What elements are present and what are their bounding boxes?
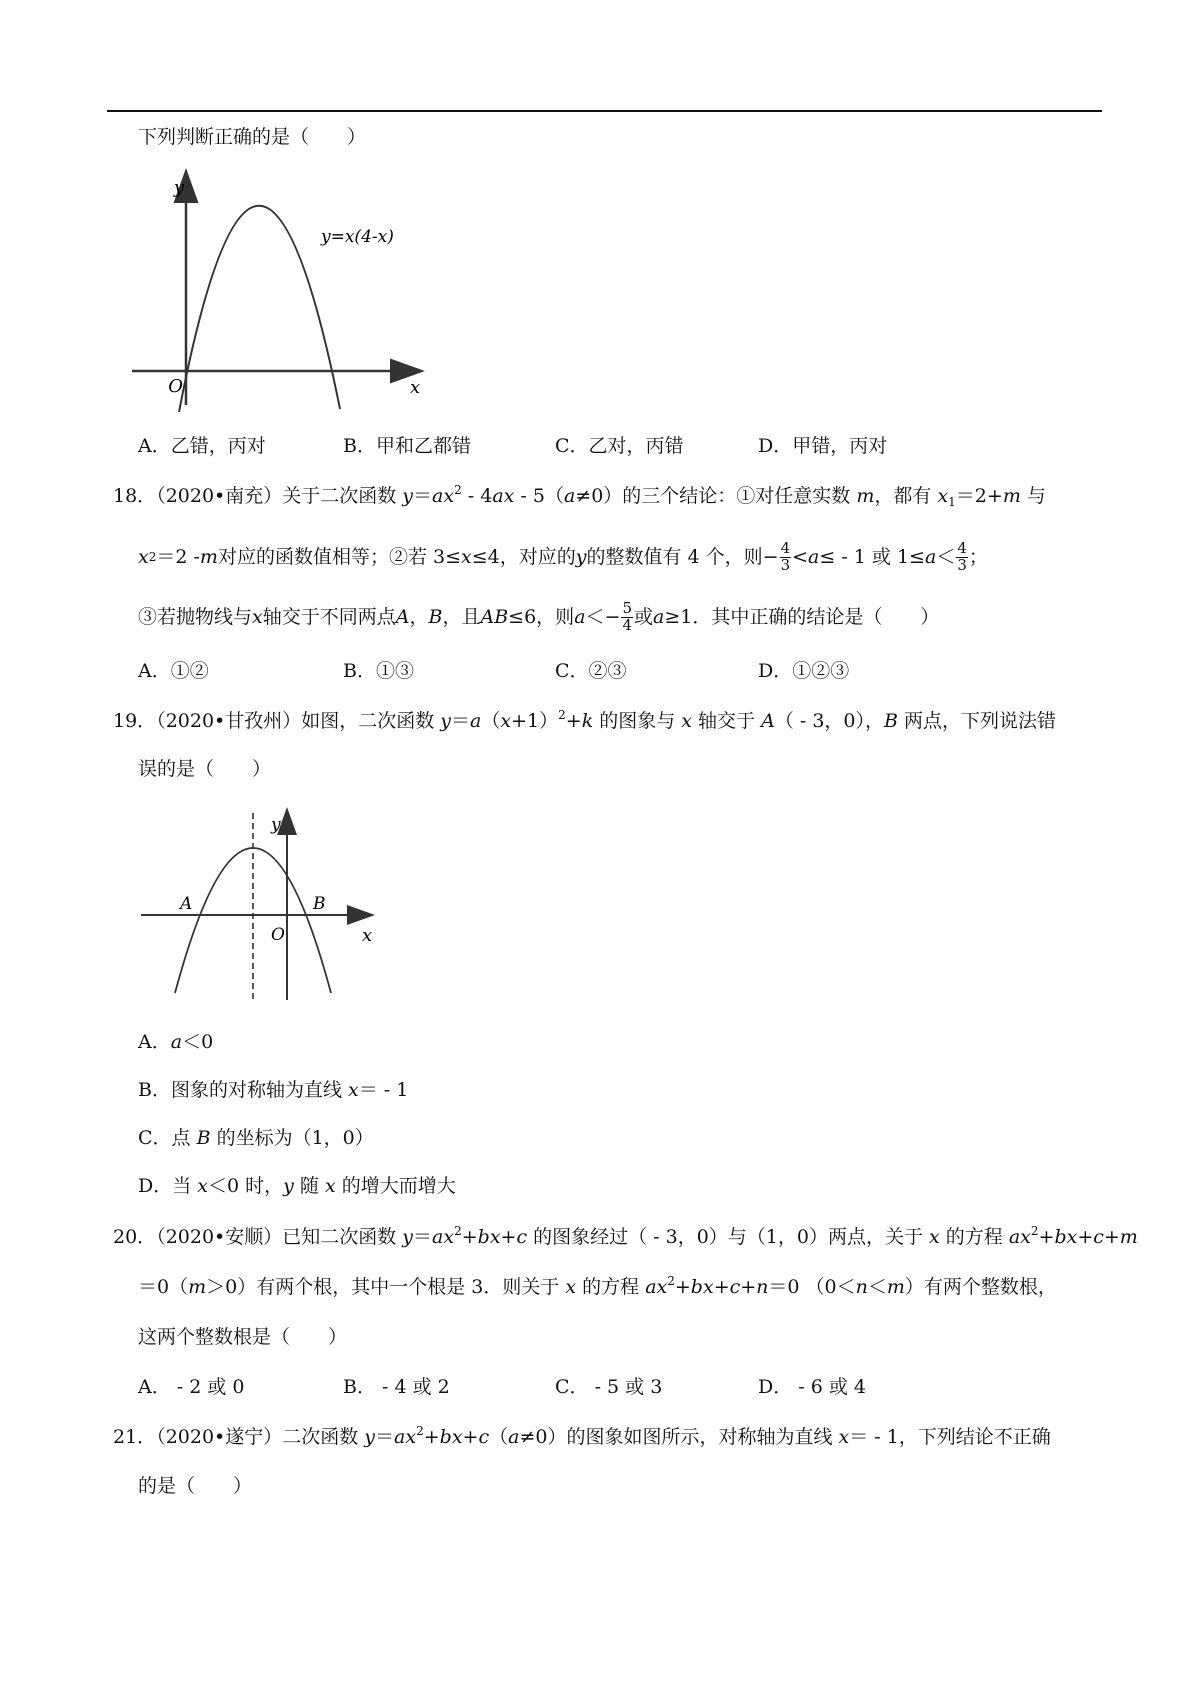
q17-option-b: B．甲和乙都错: [343, 435, 471, 457]
q19-var: x: [348, 1079, 359, 1101]
figure-parabola-x4-x: [120, 165, 440, 415]
q18-text: ③若抛物线与: [138, 605, 253, 628]
q18-text: 与: [1020, 485, 1046, 507]
q20-text: ＞0）有两个根，其中一个根是 3．则关于: [206, 1276, 566, 1298]
q20-stem-line1: [113, 1224, 1138, 1248]
q18-text: ，: [409, 605, 429, 628]
q18-stem-line3: [138, 601, 939, 634]
point-a-label: A: [180, 894, 193, 914]
q19-text: +1）: [511, 710, 559, 732]
q19-text: （ - 3，0），: [774, 710, 885, 732]
q18-var: m: [1002, 485, 1021, 507]
q21-text: ＝ - 1，下列结论不正确: [849, 1426, 1051, 1448]
q20-var: ax: [432, 1226, 455, 1248]
q19-option-text: B．图象的对称轴为直线: [138, 1079, 349, 1101]
q19-text: +: [565, 710, 582, 732]
q19-option-text: 随: [293, 1175, 325, 1197]
q19-option-text: D．当: [138, 1175, 198, 1197]
q17-option-a: A．乙错，丙对: [138, 435, 266, 457]
q18-var: x: [252, 605, 263, 628]
q18-var: y: [575, 545, 587, 568]
q19-text: 如图，二次函数: [301, 710, 441, 732]
q21-source: （2020•遂宁）: [156, 1426, 283, 1448]
q20-sup: 2: [1030, 1224, 1039, 1238]
q20-var: m: [188, 1276, 207, 1298]
q19-var: y: [283, 1175, 294, 1197]
q20-sup: 2: [454, 1224, 462, 1238]
fraction-4-3: [780, 541, 792, 574]
q18-var: x: [937, 485, 949, 507]
q20-var: m: [886, 1276, 905, 1298]
fraction-num: 5: [622, 599, 632, 617]
q19-option-text: ＜0: [182, 1031, 214, 1053]
q19-option-text: C．点: [138, 1127, 197, 1149]
q19-number: 19．: [113, 710, 157, 732]
q21-var: a: [508, 1426, 520, 1448]
q18-option-b: B．①③: [343, 660, 414, 682]
q20-option-c: C． - 5 或 3: [555, 1376, 663, 1398]
q20-text: ＝0 （0＜: [768, 1276, 856, 1298]
q18-var: B: [428, 605, 443, 628]
fraction-5-4: [621, 601, 633, 634]
q19-text: （: [481, 710, 501, 732]
q19-option-text: ＜0 时，: [208, 1175, 284, 1197]
q19-text: 两点，下列说法错: [898, 710, 1057, 732]
fraction-den: 3: [780, 555, 791, 574]
q20-stem-line3: 这两个整数根是（ ）: [138, 1326, 348, 1348]
q19-option-text: 的增大而增大: [335, 1175, 456, 1197]
q18-var: y: [402, 485, 414, 507]
x-axis-label: x: [410, 377, 421, 398]
q18-text: ＝: [413, 485, 433, 507]
q20-text: ）有两个整数根，: [904, 1276, 1057, 1298]
q18-text: 轴交于不同两点: [262, 605, 396, 628]
fraction-den: 3: [957, 555, 967, 574]
q21-number: 21．: [113, 1426, 157, 1448]
q20-text: ＝: [413, 1226, 433, 1248]
q18-sup: 2: [454, 483, 462, 497]
q20-option-d: D． - 6 或 4: [758, 1376, 866, 1398]
fraction-num: 4: [780, 539, 791, 557]
header-rule: [107, 110, 1102, 112]
q18-option-c: C．②③: [555, 660, 627, 682]
q18-var: a: [574, 605, 586, 628]
fraction-num: 4: [957, 539, 967, 557]
q18-number: 18．: [113, 485, 157, 507]
q18-text: - 4: [461, 485, 493, 507]
q20-option-b: B． - 4 或 2: [343, 1376, 450, 1398]
q19-option-text: ＝ - 1: [358, 1079, 409, 1101]
q18-text: ≥1．其中正确的结论是（ ）: [664, 605, 940, 628]
q21-text: （: [489, 1426, 509, 1448]
q21-var: ax: [394, 1426, 417, 1448]
q19-option-text: A．: [138, 1031, 171, 1053]
q18-stem-line1: [113, 483, 1046, 509]
q18-text: ＜−: [585, 605, 621, 628]
q20-text: 已知二次函数: [282, 1226, 403, 1248]
q20-var: x: [565, 1276, 577, 1298]
q18-text: ≤6，则: [508, 605, 575, 628]
q18-var: ax: [492, 485, 515, 507]
q19-var: a: [470, 710, 482, 732]
q18-text: ；: [968, 545, 988, 568]
q20-sup: 2: [667, 1274, 675, 1288]
q19-var: B: [196, 1127, 211, 1149]
q19-sup: 2: [558, 708, 566, 722]
q17-option-d: D．甲错，丙对: [758, 435, 888, 457]
q19-option-b: [138, 1081, 408, 1100]
question-prompt: 下列判断正确的是（ ）: [138, 126, 367, 148]
q18-var: a: [808, 545, 820, 568]
q19-option-d: [138, 1177, 456, 1196]
y-axis-label: y: [271, 815, 281, 835]
figure-parabola-q19: [135, 805, 380, 1003]
q21-var: y: [364, 1426, 376, 1448]
q20-var: ax: [1008, 1226, 1031, 1248]
q21-var: x: [838, 1426, 850, 1448]
q21-stem-line2: 的是（ ）: [138, 1475, 253, 1497]
origin-label: O: [168, 376, 183, 397]
q21-stem-line1: [113, 1424, 1051, 1448]
q20-var: +bx+c+m: [1038, 1226, 1138, 1248]
q20-var: ax: [645, 1276, 668, 1298]
q20-number: 20．: [113, 1226, 157, 1248]
q20-text: 的方程: [576, 1276, 646, 1298]
q19-stem-line2: 误的是（ ）: [138, 758, 272, 780]
fraction-4-3: [956, 541, 968, 574]
q18-text: - 5（: [514, 485, 564, 507]
point-b-label: B: [313, 894, 326, 914]
q19-text: 轴交于: [692, 710, 762, 732]
q20-var: +bx+c+n: [674, 1276, 769, 1298]
q19-text: 的图象与: [593, 710, 682, 732]
q18-var: a: [653, 605, 665, 628]
y-axis-label: y: [173, 177, 184, 198]
origin-label: O: [271, 925, 285, 945]
q20-var: y: [402, 1226, 414, 1248]
q19-var: x: [197, 1175, 208, 1197]
q19-option-a: [138, 1033, 213, 1052]
q18-sub: 1: [948, 495, 956, 509]
q18-stem-line2: x 2 ＝2 - m 对应的函数值相等；②若 3≤ x ≤4，对应的 y 的整数值有 4 个，则− $\frac{4}{3}$ < a ≤ - 1 或 1≤ a ＜ $\frac{4}{3}$ ；: [138, 539, 988, 574]
q19-option-text: 的坐标为（1，0）: [210, 1127, 374, 1149]
q20-source: （2020•安顺）: [156, 1226, 283, 1248]
q18-text: ＝2+: [955, 485, 1003, 507]
q20-stem-line2: [138, 1274, 1057, 1298]
q21-text: 二次函数: [282, 1426, 365, 1448]
q19-text: ＝: [451, 710, 471, 732]
q18-text: 或: [633, 605, 653, 628]
q21-text: ＝: [375, 1426, 395, 1448]
fraction-den: 4: [622, 615, 632, 634]
parabola-curve: [179, 206, 340, 412]
q18-source: （2020•南充）: [156, 485, 283, 507]
q19-var: x: [681, 710, 693, 732]
q18-var: a: [563, 485, 576, 507]
q18-text: ≤ - 1 或 1≤: [819, 545, 925, 568]
q20-text: 的方程: [939, 1226, 1009, 1248]
q18-var: a: [924, 545, 937, 568]
q18-text: 关于二次函数: [282, 485, 403, 507]
parabola-curve: [175, 848, 331, 993]
q20-text: 的图象经过（ - 3，0）与（1，0）两点，关于: [527, 1226, 930, 1248]
q18-var: m: [199, 545, 218, 568]
q19-var: A: [761, 710, 775, 732]
q21-sup: 2: [416, 1424, 424, 1438]
q19-var: B: [884, 710, 898, 732]
q18-option-a: A．①②: [138, 660, 209, 682]
q18-text: ，且: [442, 605, 481, 628]
q18-text: ≠0）的三个结论：①对任意实数: [575, 485, 857, 507]
q18-var: x: [461, 545, 472, 568]
q18-var: ax: [432, 485, 455, 507]
q21-text: ≠0）的图象如图所示，对称轴为直线: [519, 1426, 839, 1448]
q19-var: x: [324, 1175, 336, 1197]
q20-option-a: A． - 2 或 0: [138, 1376, 245, 1398]
q18-var: A: [395, 605, 410, 628]
q18-var: m: [856, 485, 875, 507]
q18-text: ≤4，对应的: [471, 545, 576, 568]
q18-text: ＜: [936, 545, 956, 568]
q19-option-c: [138, 1129, 374, 1148]
q20-text: ＜: [867, 1276, 887, 1298]
q19-var: x: [500, 710, 512, 732]
q18-text: 的整数值有 4 个，则−: [586, 545, 779, 568]
q20-var: n: [855, 1276, 868, 1298]
q18-text: ＝2 -: [156, 545, 200, 568]
q19-stem-line1: [113, 708, 1057, 732]
q18-text: <: [792, 545, 809, 568]
q20-var: +bx+c: [461, 1226, 528, 1248]
q18-option-d: D．①②③: [758, 660, 850, 682]
q18-var: x: [138, 545, 149, 568]
q21-var: +bx+c: [423, 1426, 490, 1448]
q19-var: k: [581, 710, 594, 732]
q20-text: ＝0（: [138, 1276, 189, 1298]
q20-var: x: [929, 1226, 940, 1248]
q18-text: ，都有: [874, 485, 938, 507]
q17-option-c: C．乙对，丙错: [555, 435, 684, 457]
q19-var: a: [170, 1031, 183, 1053]
q19-var: y: [440, 710, 452, 732]
x-axis-label: x: [362, 925, 373, 946]
q18-text: 对应的函数值相等；②若 3≤: [217, 545, 462, 568]
curve-label: y=x(4-x): [321, 227, 394, 247]
q18-var: AB: [480, 605, 509, 628]
q19-source: （2020•甘孜州）: [156, 710, 302, 732]
